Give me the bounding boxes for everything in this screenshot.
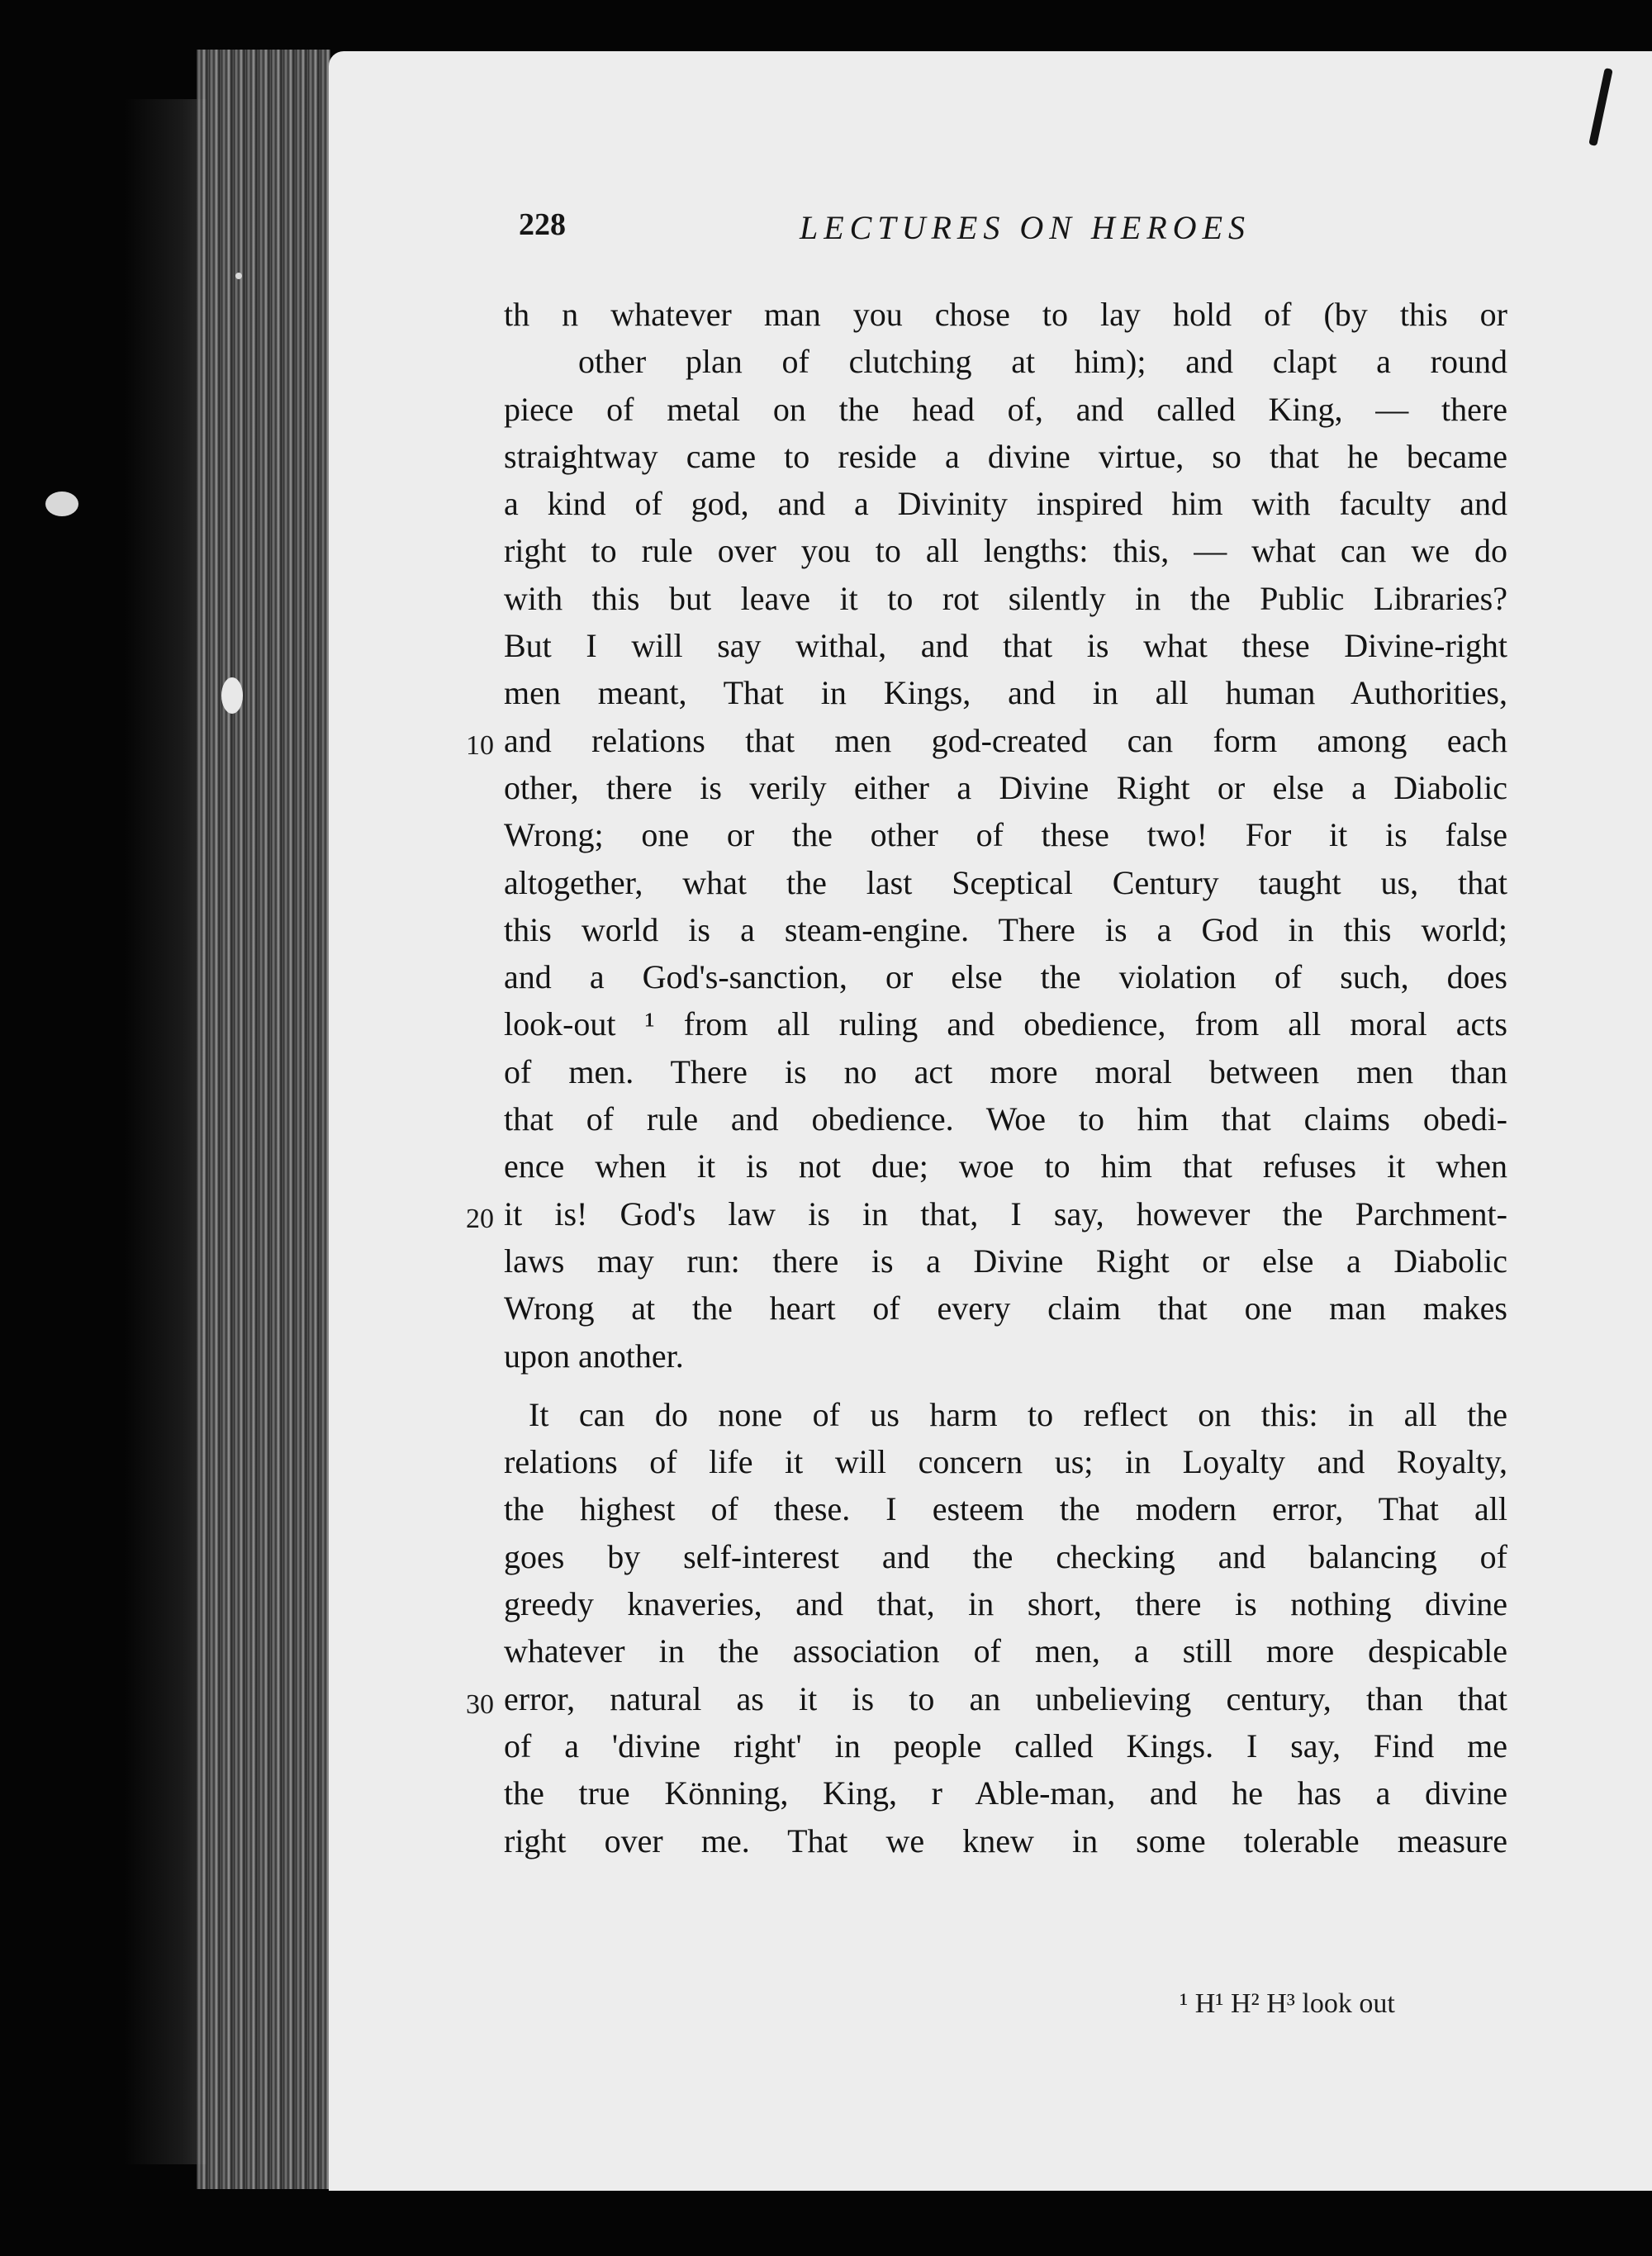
text-line: piece of metal on the head of, and called King, — there — [504, 390, 1507, 428]
text-line: of a 'divine right' in people called Kings. I say, Find me — [504, 1726, 1507, 1764]
text-line: the true Könning, King, r Able-man, and he has a divine — [504, 1774, 1507, 1812]
text-line: that of rule and obedience. Woe to him that claims obedi- — [504, 1100, 1507, 1138]
text-line: it is! God's law is in that, I say, however the Parchment- — [504, 1194, 1507, 1232]
text-line: ence when it is not due; woe to him that refuses it when — [504, 1147, 1507, 1185]
text-line: straightway came to reside a divine virtue, so that he became — [504, 437, 1507, 475]
paragraph-gap — [504, 1380, 1507, 1391]
text-line: men meant, That in Kings, and in all human Authorities, — [504, 674, 1507, 712]
text-line: and relations that men god-created can form among each — [504, 721, 1507, 759]
text-line: right over me. That we knew in some tolerable measure — [504, 1821, 1507, 1859]
dust-speck — [221, 677, 243, 714]
page-number: 228 — [519, 207, 566, 242]
text-line: error, natural as it is to an unbelieving century, than that — [504, 1679, 1507, 1717]
text-line: this world is a steam-engine. There is a God in this world; — [504, 910, 1507, 948]
text-line: Wrong at the heart of every claim that one man makes — [504, 1289, 1507, 1327]
text-line: But I will say withal, and that is what these Divine-right — [504, 627, 1507, 665]
line-number-30: 30 — [466, 1689, 494, 1720]
footnote: ¹ H¹ H² H³ look out — [1180, 1988, 1395, 2019]
text-line: th n whatever man you chose to lay hold of (by this or — [504, 296, 1507, 333]
text-line: the highest of these. I esteem the modern error, That all — [504, 1490, 1507, 1528]
text-line: altogether, what the last Sceptical Century taught us, that — [504, 863, 1507, 901]
ink-mark — [1588, 68, 1613, 146]
text-line: other plan of clutching at him); and clapt a round — [578, 343, 1507, 381]
book-shadow — [124, 99, 206, 2164]
book-spine-edge — [197, 50, 330, 2189]
text-line: It can do none of us harm to reflect on this: in all the — [529, 1395, 1507, 1433]
text-line: of men. There is no act more moral between men than — [504, 1052, 1507, 1090]
text-line: whatever in the association of men, a still more despicable — [504, 1632, 1507, 1670]
body-text — [504, 291, 1507, 1864]
text-line: and a God's-sanction, or else the violation of such, does — [504, 958, 1507, 996]
text-line: goes by self-interest and the checking and balancing of — [504, 1537, 1507, 1575]
line-number-10: 10 — [466, 730, 494, 761]
text-line: upon another. — [504, 1337, 684, 1375]
text-line: greedy knaveries, and that, in short, there is nothing divine — [504, 1585, 1507, 1623]
dust-speck — [235, 273, 242, 279]
text-line: look-out ¹ from all ruling and obedience, from all moral acts — [504, 1005, 1507, 1043]
dust-speck — [45, 492, 78, 516]
text-line: right to rule over you to all lengths: this, — what can we do — [504, 532, 1507, 570]
text-line: laws may run: there is a Divine Right or else a Diabolic — [504, 1242, 1507, 1280]
text-line: relations of life it will concern us; in Loyalty and Royalty, — [504, 1443, 1507, 1481]
page-sheet — [329, 51, 1652, 2191]
text-line: Wrong; one or the other of these two! For it is false — [504, 816, 1507, 854]
page-header — [519, 207, 1609, 256]
line-number-20: 20 — [466, 1204, 494, 1234]
text-line: a kind of god, and a Divinity inspired him with faculty and — [504, 485, 1507, 523]
text-line: with this but leave it to rot silently in the Public Libraries? — [504, 579, 1507, 617]
text-line: other, there is verily either a Divine Right or else a Diabolic — [504, 768, 1507, 806]
running-title: LECTURES ON HEROES — [800, 209, 1251, 246]
